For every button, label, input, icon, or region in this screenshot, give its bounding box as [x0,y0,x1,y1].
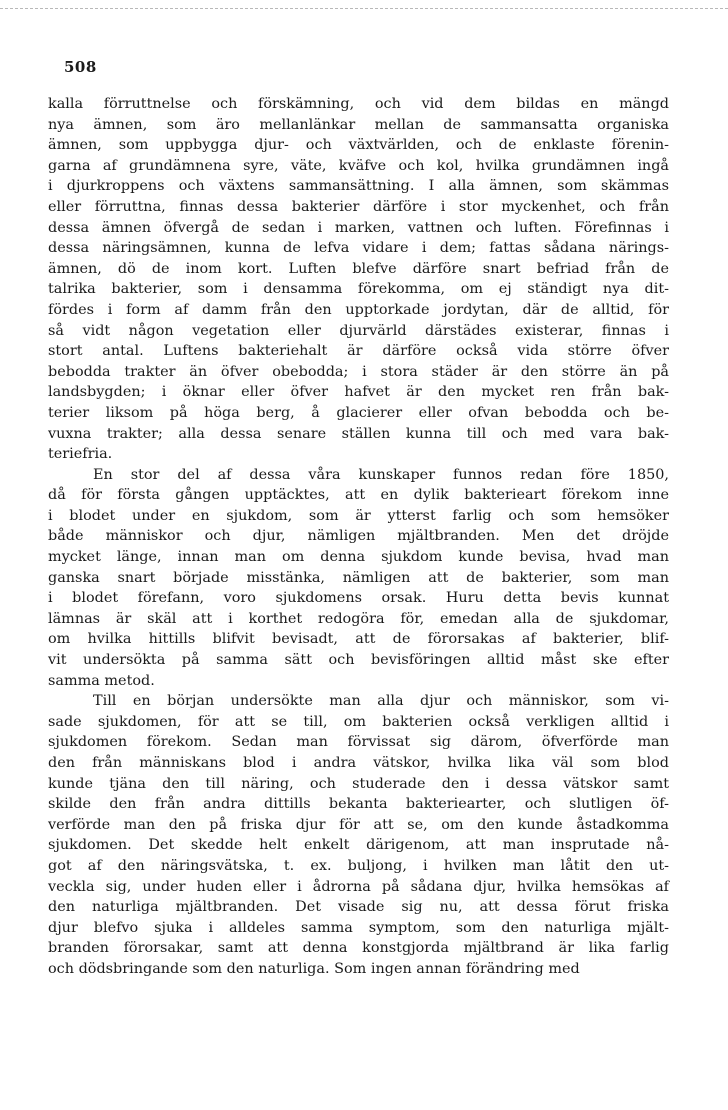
text-line: i djurkroppens och växtens sammansättning. I alla ämnen, som skämmas [48,178,669,195]
text-line: veckla sig, under huden eller i ådrorna på sådana djur, hvilka hemsökas af [48,878,669,895]
page-number: 508 [64,58,97,76]
text-line: dessa ämnen öfvergå de sedan i marken, vattnen och luften. Förefinnas i [48,219,669,236]
text-line: branden förorsakar, samt att denna konstgjorda mjältbrand är lika farlig [48,940,669,957]
text-line: samma metod. [48,672,155,689]
text-line: ämnen, som uppbygga djur- och växtvärlden, och de enklaste förenin- [48,137,669,154]
text-line: mycket länge, innan man om denna sjukdom kunde bevisa, hvad man [48,549,669,566]
text-line: bebodda trakter än öfver obebodda; i stora städer är den större än på [48,363,669,380]
text-line: landsbygden; i öknar eller öfver hafvet är den mycket ren från bak- [48,384,669,401]
scan-edge-line [0,8,728,9]
paragraph [48,94,669,465]
text-line: Till en början undersökte man alla djur och människor, som vi- [93,693,669,710]
text-line: teriefria. [48,446,113,463]
text-line: ämnen, dö de inom kort. Luften blefve därföre snart befriad från de [48,260,669,277]
paragraph [48,465,669,692]
text-line: vit undersökta på samma sätt och bevisföringen alltid måst ske efter [48,652,669,669]
text-line: verförde man den på friska djur för att se, om den kunde åstadkomma [48,816,669,833]
paragraph [48,691,669,979]
text-line: både människor och djur, nämligen mjältbranden. Men det dröjde [48,528,669,545]
text-line: fördes i form af damm från den upptorkade jordytan, där de alltid, för [48,301,669,318]
text-line: vuxna trakter; alla dessa senare ställen kunna till och med vara bak- [48,425,669,442]
text-line: och dödsbringande som den naturliga. Som ingen annan förändring med [48,960,580,977]
text-line: kunde tjäna den till näring, och studerade den i dessa vätskor samt [48,775,669,792]
text-line: djur blefvo sjuka i alldeles samma symptom, som den naturliga mjält- [48,919,669,936]
text-line: så vidt någon vegetation eller djurvärld därstädes existerar, finnas i [48,322,669,339]
text-line: lämnas är skäl att i korthet redogöra för, emedan alla de sjukdomar, [48,610,669,627]
text-line: stort antal. Luftens bakteriehalt är därföre också vida större öfver [48,343,669,360]
text-line: garna af grundämnena syre, väte, kväfve och kol, hvilka grundämnen ingå [48,157,669,174]
text-line: nya ämnen, som äro mellanlänkar mellan de sammansatta organiska [48,116,669,133]
text-line: den naturliga mjältbranden. Det visade sig nu, att dessa förut friska [48,899,669,916]
text-line: terier liksom på höga berg, å glacierer eller ofvan bebodda och be- [48,404,669,421]
body-text [48,94,669,980]
text-line: om hvilka hittills blifvit bevisadt, att de förorsakas af bakterier, blif- [48,631,669,648]
text-line: talrika bakterier, som i densamma förekomma, om ej ständigt nya dit- [48,281,669,298]
text-line: i blodet förefann, voro sjukdomens orsak. Huru detta bevis kunnat [48,590,669,607]
text-line: den från människans blod i andra vätskor, hvilka lika väl som blod [48,755,669,771]
text-line: eller förruttna, finnas dessa bakterier därföre i stor myckenhet, och från [48,198,669,215]
text-line: i blodet under en sjukdom, som är ytterst farlig och som hemsöker [48,507,669,524]
text-line: sjukdomen förekom. Sedan man förvissat sig därom, öfverförde man [48,734,669,751]
text-line: sjukdomen. Det skedde helt enkelt därigenom, att man insprutade nå- [48,837,669,854]
text-line: då för första gången upptäcktes, att en dylik bakterieart förekom inne [48,487,669,504]
text-line: skilde den från andra dittills bekanta bakteriearter, och slutligen öf- [48,796,669,813]
text-line: kalla förruttnelse och förskämning, och vid dem bildas en mängd [48,96,669,112]
text-line: ganska snart började misstänka, nämligen att de bakterier, som man [48,569,669,586]
text-line: got af den näringsvätska, t. ex. buljong, i hvilken man låtit den ut- [48,857,669,874]
text-line: sade sjukdomen, för att se till, om bakterien också verkligen alltid i [48,713,669,730]
text-line: dessa näringsämnen, kunna de lefva vidare i dem; fattas sådana närings- [48,240,669,257]
text-line: En stor del af dessa våra kunskaper funnos redan före 1850, [93,466,669,483]
